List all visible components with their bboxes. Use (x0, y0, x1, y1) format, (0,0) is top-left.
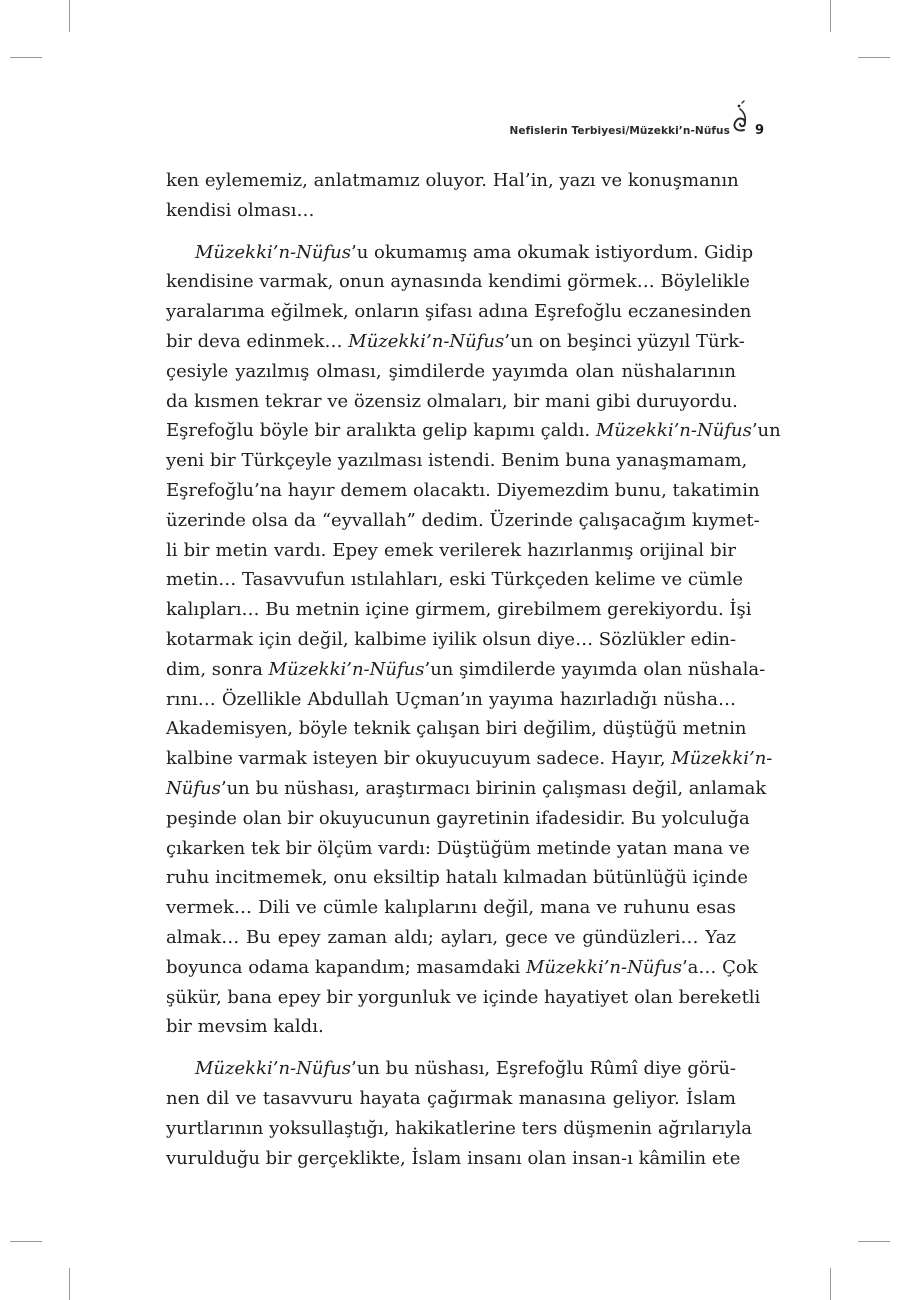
italic-title: Müzekki’n- (671, 748, 773, 770)
text-run: almak… Bu epey zaman aldı; ayları, gece ve gündüzleri… Yaz (166, 926, 736, 948)
text-line (166, 863, 749, 893)
paragraph (166, 166, 739, 226)
text-line (166, 655, 766, 685)
text-run: rını… Özellikle Abdullah Uçman’ın yayıma hazırladığı nüsha… (166, 688, 736, 710)
text-line (166, 685, 736, 715)
text-line (166, 446, 748, 476)
text-line (166, 565, 744, 595)
text-line (166, 1114, 752, 1144)
text-run: nen dil ve tasavvuru hayata çağırmak manasına geliyor. İslam (166, 1087, 736, 1109)
running-head (420, 98, 764, 138)
text-line (166, 1012, 736, 1042)
text-line (166, 536, 736, 566)
text-line (166, 387, 736, 417)
text-run: vermek… Dili ve cümle kalıplarını değil, mana ve ruhunu esas (166, 897, 736, 919)
text-run: ’a… Çok (681, 956, 758, 978)
text-run: yaralarıma eğilmek, onların şifası adına Eşrefoğlu eczanesinden (166, 301, 752, 323)
running-title: Nefislerin Terbiyesi/Müzekki’n-Nüfus (509, 125, 730, 137)
paragraph-gap (166, 1042, 736, 1054)
text-line (166, 238, 754, 268)
crop-mark-top-right (830, 0, 831, 32)
crop-mark-left-bottom (10, 1241, 42, 1242)
text-run: Akademisyen, böyle teknik çalışan biri değilim, düştüğü metnin (166, 718, 747, 740)
text-run: da kısmen tekrar ve özensiz olmaları, bir mani gibi duruyordu. (166, 390, 738, 412)
text-line (166, 267, 750, 297)
text-run: kendisi olması… (166, 199, 315, 221)
text-run: ’un (751, 420, 781, 442)
text-run: üzerinde olsa da “eyvallah” dedim. Üzerinde çalışacağım kıymet- (166, 509, 760, 531)
text-line (166, 357, 736, 387)
text-line (166, 774, 767, 804)
text-run: bir deva edinmek… (166, 330, 349, 352)
text-run: çesiyle yazılmış olması, şimdilerde yayımda olan nüshalarının (166, 360, 736, 382)
crop-mark-bottom-right (830, 1268, 831, 1300)
italic-title: Müzekki’n-Nüfus (348, 330, 505, 352)
text-line (166, 625, 736, 655)
text-line (166, 834, 750, 864)
text-run: şükür, bana epey bir yorgunluk ve içinde hayatiyet olan bereketli (166, 986, 761, 1008)
text-run: dim, sonra (166, 658, 269, 680)
crop-mark-top-left (69, 0, 70, 32)
text-run: kalıpları… Bu metnin içine girmem, girebilmem gerekiyordu. İşi (166, 599, 752, 621)
italic-title: Nüfus (166, 777, 221, 799)
text-line (166, 297, 752, 327)
text-line (166, 893, 736, 923)
text-run: peşinde olan bir okuyucunun gayretinin ifadesidir. Bu yolculuğa (166, 807, 750, 829)
page-number: 9 (754, 123, 764, 138)
text-line (166, 595, 752, 625)
text-run: kendisine varmak, onun aynasında kendimi görmek… Böylelikle (166, 271, 750, 293)
text-line (166, 983, 761, 1013)
italic-title: Müzekki’n-Nüfus (268, 658, 425, 680)
text-run: Eşrefoğlu’na hayır demem olacaktı. Diyemezdim bunu, takatimin (166, 479, 760, 501)
text-line (166, 1054, 736, 1084)
text-line (166, 166, 739, 196)
text-run: ’u okumamış ama okumak istiyordum. Gidip (350, 241, 754, 263)
text-line (166, 714, 747, 744)
text-run: vurulduğu bir gerçeklikte, İslam insanı olan insan-ı kâmilin ete (166, 1147, 741, 1169)
text-line (166, 327, 745, 357)
crop-mark-bottom-left (69, 1268, 70, 1300)
crop-mark-right-bottom (858, 1241, 890, 1242)
text-run: Eşrefoğlu böyle bir aralıkta gelip kapımı çaldı. (166, 420, 596, 442)
italic-title: Müzekki’n-Nüfus (525, 956, 682, 978)
text-line (166, 1144, 741, 1174)
text-line (166, 744, 773, 774)
text-run: bir mevsim kaldı. (166, 1016, 324, 1038)
paragraph-gap (166, 226, 736, 238)
text-line (166, 196, 736, 226)
text-line (166, 416, 781, 446)
text-run: ’un bu nüshası, araştırmacı birinin çalışması değil, anlamak (220, 777, 767, 799)
text-run: boyunca odama kapandım; masamdaki (166, 956, 526, 978)
text-line (166, 953, 758, 983)
text-run: kotarmak için değil, kalbime iyilik olsun diye… Sözlükler edin- (166, 628, 737, 650)
calligraphic-ornament-icon (730, 100, 750, 138)
text-line (166, 476, 760, 506)
text-run: ken eylememiz, anlatmamız oluyor. Hal’in, yazı ve konuşmanın (166, 170, 739, 191)
text-run: çıkarken tek bir ölçüm vardı: Düştüğüm metinde yatan mana ve (166, 837, 750, 859)
text-run: yurtlarının yoksullaştığı, hakikatlerine ters düşmenin ağrılarıyla (166, 1117, 752, 1139)
text-run: li bir metin vardı. Epey emek verilerek hazırlanmış orijinal bir (166, 539, 736, 561)
text-run: metin… Tasavvufun ıstılahları, eski Türkçeden kelime ve cümle (166, 569, 744, 591)
text-run: kalbine varmak isteyen bir okuyucuyum sadece. Hayır, (166, 748, 672, 770)
text-line (166, 804, 750, 834)
paragraph (166, 1054, 752, 1173)
italic-title: Müzekki’n-Nüfus (195, 1058, 351, 1080)
text-run: ’un on beşinci yüzyıl Türk- (504, 330, 745, 352)
paragraph (166, 238, 781, 1043)
italic-title: Müzekki’n-Nüfus (195, 241, 351, 263)
text-line (166, 506, 760, 536)
crop-mark-right-top (858, 57, 890, 58)
text-run: yeni bir Türkçeyle yazılması istendi. Benim buna yanaşmamam, (166, 450, 748, 472)
text-run: ’un şimdilerde yayımda olan nüshala- (424, 658, 766, 680)
crop-mark-left-top (10, 57, 42, 58)
text-line (166, 923, 736, 953)
text-line (166, 1084, 736, 1114)
text-run: ’un bu nüshası, Eşrefoğlu Rûmî diye görü- (350, 1058, 736, 1080)
body-text (166, 166, 781, 1173)
text-run: ruhu incitmemek, onu eksiltip hatalı kılmadan bütünlüğü içinde (166, 867, 749, 889)
italic-title: Müzekki’n-Nüfus (595, 420, 752, 442)
